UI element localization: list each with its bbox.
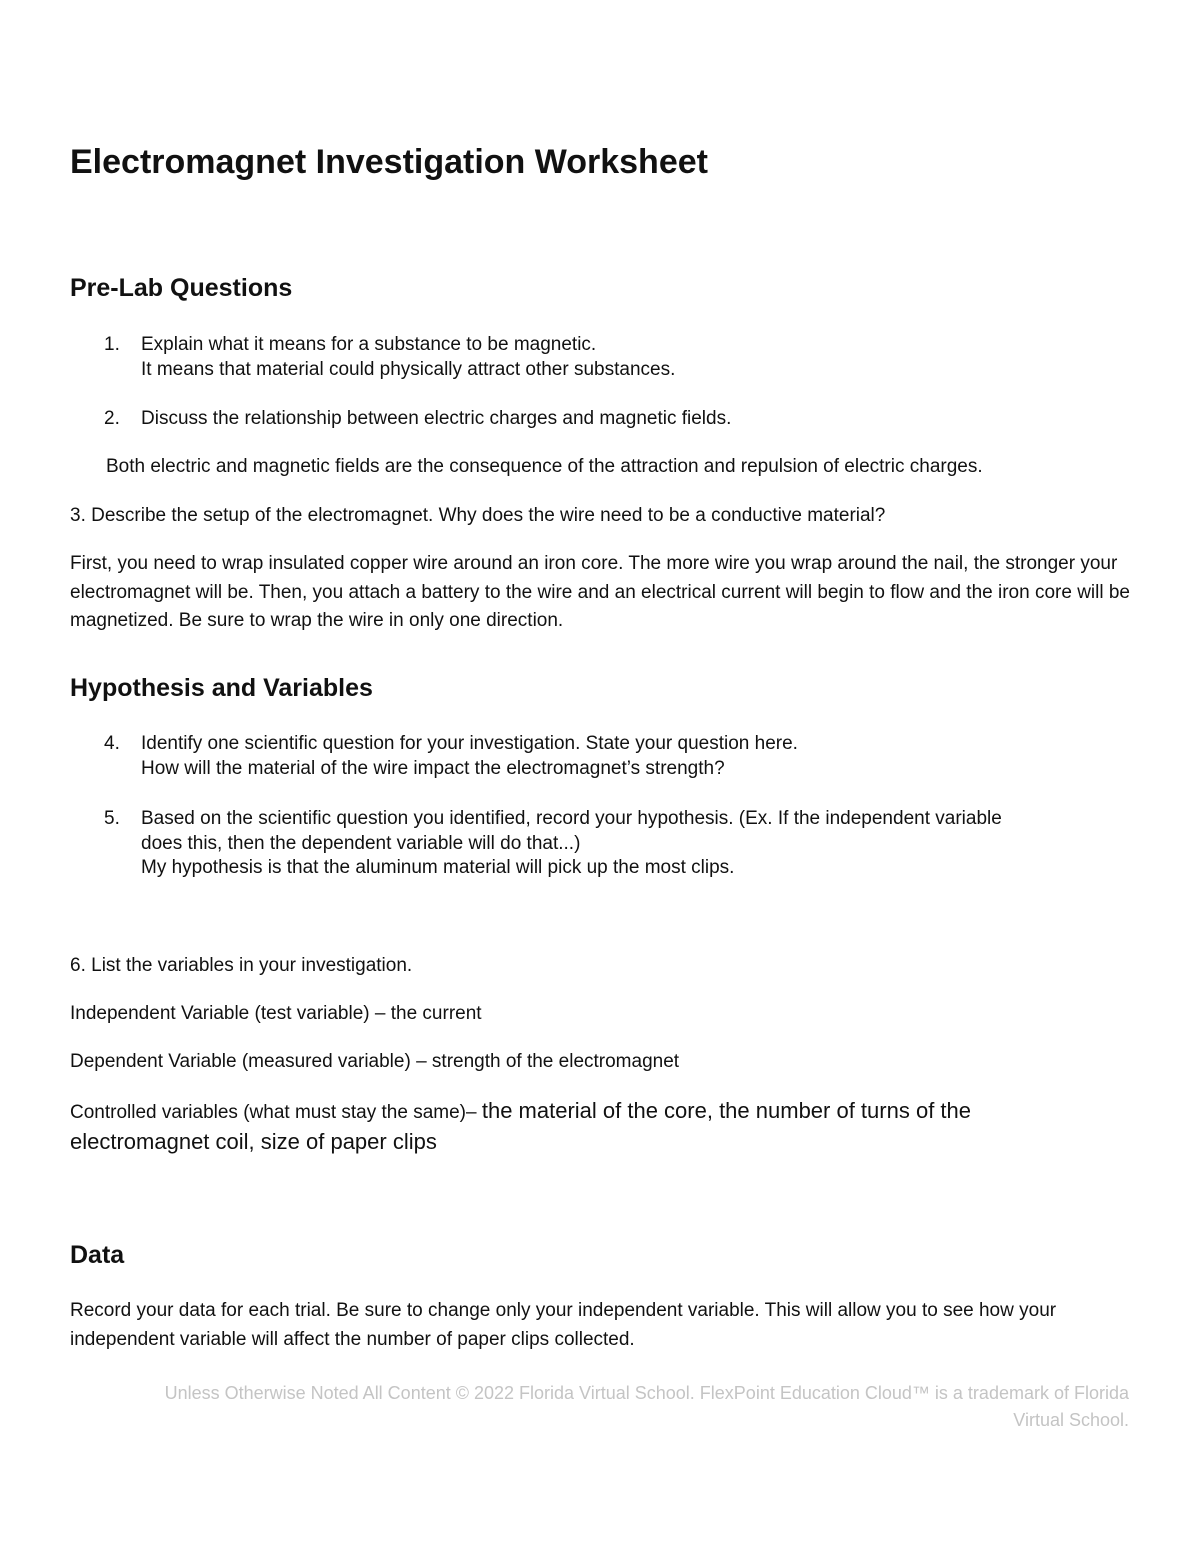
q6-question: 6. List the variables in your investigation. [70, 955, 413, 976]
q4-answer: How will the material of the wire impact the electromagnet’s strength? [141, 758, 725, 779]
independent-variable: Independent Variable (test variable) – the current [70, 1003, 482, 1024]
hypothesis-heading: Hypothesis and Variables [70, 674, 373, 702]
page-title: Electromagnet Investigation Worksheet [70, 143, 708, 181]
q5-number: 5. [104, 808, 120, 829]
q2-answer: Both electric and magnetic fields are the consequence of the attraction and repulsion of electric charges. [106, 456, 983, 477]
q2-number: 2. [104, 408, 120, 429]
dependent-variable: Dependent Variable (measured variable) – strength of the electromagnet [70, 1051, 680, 1072]
q1-number: 1. [104, 334, 120, 355]
q1-answer: It means that material could physically attract other substances. [141, 359, 676, 380]
footer-line2: Virtual School. [1013, 1410, 1129, 1430]
data-instructions: Record your data for each trial. Be sure to change only your independent variable. This will allow you to see how your independent variable will affect the number of paper clips collected. [70, 1300, 1057, 1350]
q1-question: Explain what it means for a substance to be magnetic. [141, 334, 597, 355]
footer-line1: Unless Otherwise Noted All Content © 2022 Florida Virtual School. FlexPoint Education Cloud™ is a trademark of Florida [164, 1383, 1129, 1403]
prelab-heading: Pre-Lab Questions [70, 274, 293, 302]
q5-answer: My hypothesis is that the aluminum material will pick up the most clips. [141, 857, 735, 878]
footer-copyright [29, 1380, 1129, 1434]
controlled-variables [70, 1097, 1150, 1156]
q3-question: 3. Describe the setup of the electromagnet. Why does the wire need to be a conductive material? [70, 505, 886, 526]
q4-number: 4. [104, 733, 120, 754]
q4-question: Identify one scientific question for your investigation. State your question here. [141, 733, 798, 754]
q5-question-line2: does this, then the dependent variable will do that...) [141, 833, 581, 854]
q5-question-line1: Based on the scientific question you identified, record your hypothesis. (Ex. If the independent variable [141, 808, 1002, 829]
q3-answer: First, you need to wrap insulated copper wire around an iron core. The more wire you wrap around the nail, the stronger your electromagnet will be. Then, you attach a battery to the wire and an electrical current will begin to flow and the iron core will be magnetized. Be sure to wrap the wire in only one direction. [70, 553, 1130, 631]
q2-question: Discuss the relationship between electric charges and magnetic fields. [141, 408, 732, 429]
data-heading: Data [70, 1241, 125, 1269]
controlled-value-line1: the material of the core, the number of turns of the [481, 1098, 971, 1123]
controlled-value-line2: electromagnet coil, size of paper clips [70, 1129, 437, 1154]
controlled-label: Controlled variables (what must stay the same)– [70, 1102, 482, 1123]
